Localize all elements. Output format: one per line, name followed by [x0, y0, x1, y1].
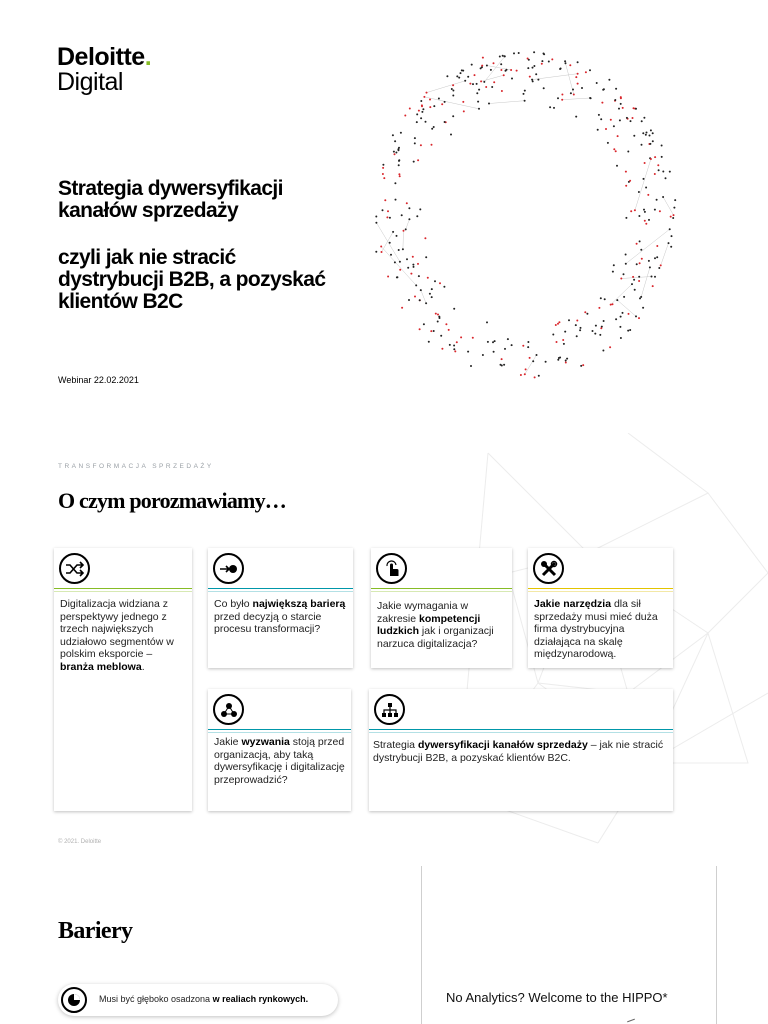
- agenda-card: [369, 689, 673, 811]
- hierarchy-icon: [374, 694, 405, 725]
- shuffle-icon: [59, 553, 90, 584]
- agenda-card: [528, 548, 673, 668]
- card-rule: [54, 588, 192, 593]
- network-globe-graphic: [364, 30, 684, 400]
- card-text: Jakie narzędzia dla sił sprzedaży musi mieć duża firma dystrybucyjna działająca na skalę międzynarodową.: [534, 598, 658, 660]
- subtitle-line: czyli jak nie stracić: [58, 246, 236, 269]
- card-text: Strategia dywersyfikacji kanałów sprzedaży – jak nie stracić dystrybucji B2B, a pozyskać klientów B2C.: [373, 739, 664, 764]
- card-text: Co było największą barierą przed decyzją o starcie procesu transformacji?: [214, 598, 346, 635]
- pill-text: Musi być głęboko osadzona w realiach rynkowych.: [99, 994, 309, 1004]
- agenda-card: [371, 548, 512, 668]
- card-rule: [528, 588, 673, 593]
- subtitle-line: dystrybucji B2B, a pozyskać: [58, 268, 326, 291]
- deloitte-digital-logo: [57, 45, 151, 95]
- subtitle-line: klientów B2C: [58, 290, 183, 313]
- hippo-panel: [421, 866, 717, 1024]
- card-text: Digitalizacja widziana z perspektywy jednego z trzech największych udziałowo segmentów w polskim eksporcie – branża meblowa.: [60, 598, 174, 673]
- card-text: Jakie wyzwania stoją przed organizacją, aby taką dywersyfikację i digitalizację przeprowadzić?: [214, 736, 345, 786]
- agenda-card: [208, 689, 351, 811]
- barrier-pill: [58, 984, 338, 1016]
- agenda-heading: O czym porozmawiamy…: [58, 488, 286, 513]
- webinar-date: Webinar 22.02.2021: [58, 375, 139, 385]
- barriers-slide: [0, 866, 768, 1024]
- card-rule: [208, 729, 351, 734]
- logo-sub: Digital: [57, 68, 123, 96]
- card-rule: [208, 588, 353, 593]
- title-line: kanałów sprzedaży: [58, 199, 239, 222]
- panel-text: No Analytics? Welcome to the HIPPO*: [446, 990, 668, 1005]
- logo-brand: Deloitte: [57, 43, 145, 71]
- agenda-slide: [0, 433, 768, 853]
- agenda-card: [54, 548, 192, 811]
- slide-title: [58, 178, 358, 222]
- agenda-card: [208, 548, 353, 668]
- copyright-footer: © 2021. Deloitte: [58, 839, 102, 845]
- touch-icon: [376, 553, 407, 584]
- panel-mark: [627, 1019, 635, 1023]
- section-kicker: TRANSFORMACJA SPRZEDAŻY: [58, 463, 214, 470]
- network-icon: [213, 694, 244, 725]
- card-text: Jakie wymagania w zakresie kompetencji ludzkich jak i organizacji narzuca digitalizacja?: [377, 600, 494, 650]
- card-rule: [371, 588, 512, 593]
- card-rule: [369, 729, 673, 734]
- slide-subtitle: [58, 247, 358, 313]
- barriers-heading: Bariery: [58, 918, 133, 944]
- tools-icon: [533, 553, 564, 584]
- logo-dot: .: [144, 43, 152, 71]
- login-arrow-icon: [213, 553, 244, 584]
- pie-chart-icon: [61, 987, 87, 1013]
- title-line: Strategia dywersyfikacji: [58, 177, 283, 200]
- title-slide: [0, 0, 768, 420]
